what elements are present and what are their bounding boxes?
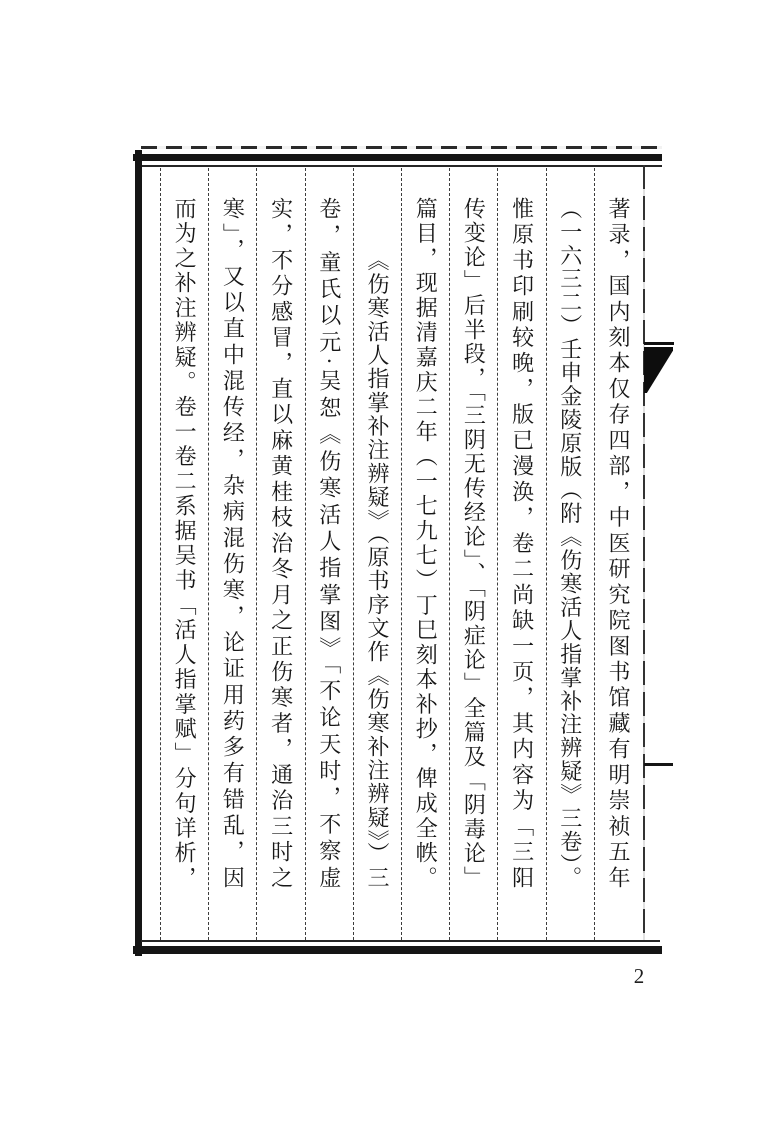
text-column-6: 《伤寒活人指掌补注辨疑》（原书序文作《伤寒补注辨疑》）三 (353, 168, 401, 940)
text-column-3: 惟原书印刷较晚，版已漫涣，卷二尚缺一页，其内容为「三阳 (497, 168, 545, 940)
bottom-border-thick (133, 946, 662, 954)
text-column-8: 实，不分感冒，直以麻黄桂枝治冬月之正伤寒者，通治三时之 (256, 168, 304, 940)
page-number: 2 (633, 964, 645, 988)
top-scan-noise-line (141, 146, 662, 149)
vertical-text-area (160, 168, 642, 940)
edge-tick-mark (644, 763, 673, 766)
text-column-1: 著录，国内刻本仅存四部，中医研究院图书馆藏有明崇祯五年 (594, 168, 642, 940)
text-column-2: （一六三二）壬申金陵原版（附《伤寒活人指掌补注辨疑》三卷）。 (546, 168, 594, 940)
right-border-thin (643, 165, 645, 942)
text-column-9: 寒」，又以直中混传经，杂病混伤寒，论证用药多有错乱，因 (208, 168, 256, 940)
bottom-border-thin (141, 940, 660, 942)
text-column-5: 篇目，现据清嘉庆二年（一七九七）丁巳刻本补抄，俾成全帙。 (401, 168, 449, 940)
left-border-thick (135, 150, 142, 956)
text-column-7: 卷，童氏以元·吴恕《伤寒活人指掌图》「不论天时，不察虚 (305, 168, 353, 940)
text-frame (133, 146, 662, 958)
top-border-thick (133, 154, 662, 161)
text-column-4: 传变论」后半段，「三阴无传经论」、「阴症论」全篇及「阴毒论」 (449, 168, 497, 940)
text-column-10: 而为之补注辨疑。卷一卷二系据吴书「活人指掌赋」分句详析， (160, 168, 208, 940)
edge-triangle-top-line-mark (644, 342, 674, 345)
top-border-thin (137, 165, 662, 167)
